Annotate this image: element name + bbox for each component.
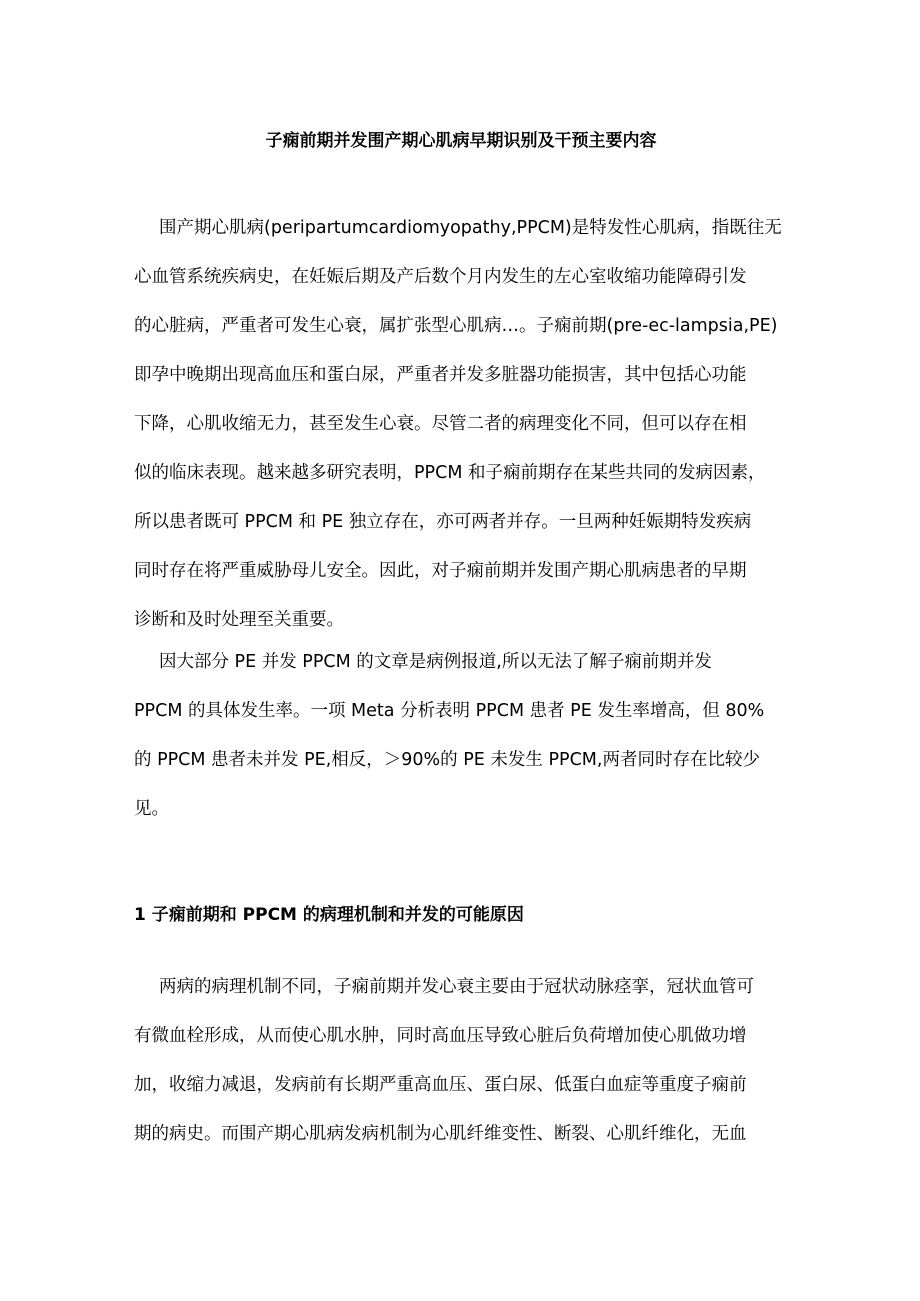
paragraph-line: 诊断和及时处理至关重要。 bbox=[134, 610, 344, 630]
paragraph-line: 有微血栓形成，从而使心肌水肿，同时高血压导致心脏后负荷增加使心肌做功增 bbox=[134, 1026, 747, 1046]
paragraph-line: 的心脏病，严重者可发生心衰，属扩张型心肌病…。子痫前期(pre-ec-lampsia,PE) bbox=[134, 316, 778, 336]
paragraph-mechanism bbox=[134, 963, 794, 1159]
paragraph-line: 见。 bbox=[134, 799, 169, 819]
paragraph-intro bbox=[134, 204, 794, 645]
paragraph-line: 心血管系统疾病史，在妊娠后期及产后数个月内发生的左心室收缩功能障碍引发 bbox=[134, 267, 747, 287]
paragraph-line: 的 PPCM 患者未并发 PE,相反，＞90%的 PE 未发生 PPCM,两者同时存在比较少 bbox=[134, 750, 760, 770]
paragraph-line: 下降，心肌收缩无力，甚至发生心衰。尽管二者的病理变化不同，但可以存在相 bbox=[134, 414, 747, 434]
paragraph-line: PPCM 的具体发生率。一项 Meta 分析表明 PPCM 患者 PE 发生率增高，但 80% bbox=[134, 701, 765, 721]
paragraph-incidence bbox=[134, 638, 794, 834]
paragraph-line: 所以患者既可 PPCM 和 PE 独立存在，亦可两者并存。一旦两种妊娠期特发疾病 bbox=[134, 512, 752, 532]
paragraph-line: 加，收缩力减退，发病前有长期严重高血压、蛋白尿、低蛋白血症等重度子痫前 bbox=[134, 1075, 747, 1095]
paragraph-line: 因大部分 PE 并发 PPCM 的文章是病例报道,所以无法了解子痫前期并发 bbox=[159, 652, 712, 672]
document-title: 子痫前期并发围产期心肌病早期识别及干预主要内容 bbox=[265, 131, 657, 151]
paragraph-line: 同时存在将严重威胁母儿安全。因此，对子痫前期并发围产期心肌病患者的早期 bbox=[134, 561, 747, 581]
paragraph-line: 似的临床表现。越来越多研究表明，PPCM 和子痫前期存在某些共同的发病因素， bbox=[134, 463, 766, 483]
paragraph-line: 即孕中晚期出现高血压和蛋白尿，严重者并发多脏器功能损害，其中包括心功能 bbox=[134, 365, 747, 385]
paragraph-line: 两病的病理机制不同，子痫前期并发心衰主要由于冠状动脉痉挛，冠状血管可 bbox=[159, 977, 754, 997]
section-heading: 1 子痫前期和 PPCM 的病理机制和并发的可能原因 bbox=[134, 905, 524, 925]
paragraph-line: 围产期心肌病(peripartumcardiomyopathy,PPCM)是特发性心肌病，指既往无 bbox=[159, 218, 782, 238]
paragraph-line: 期的病史。而围产期心肌病发病机制为心肌纤维变性、断裂、心肌纤维化，无血 bbox=[134, 1124, 747, 1144]
